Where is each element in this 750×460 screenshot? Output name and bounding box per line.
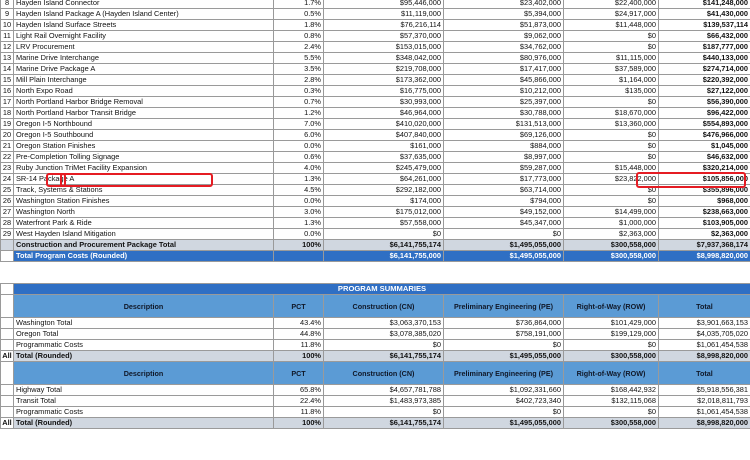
construction-cell[interactable]: $76,216,114 <box>324 20 444 31</box>
total-label[interactable]: Construction and Procurement Package Total <box>14 240 274 251</box>
construction-cell[interactable]: $11,119,000 <box>324 9 444 20</box>
construction-cell[interactable]: $410,020,000 <box>324 119 444 130</box>
pe-cell[interactable]: $758,191,000 <box>444 329 564 340</box>
pct-header[interactable]: PCT <box>274 362 324 385</box>
total-cell[interactable]: $440,133,000 <box>659 53 750 64</box>
pe-cell[interactable]: $0 <box>444 407 564 418</box>
summary-name-cell[interactable]: Oregon Total <box>14 329 274 340</box>
construction-cell[interactable]: $6,141,755,174 <box>324 418 444 429</box>
construction-cell[interactable]: $153,015,000 <box>324 42 444 53</box>
package-name-cell[interactable]: Oregon I-5 Northbound <box>14 119 274 130</box>
table-row <box>1 0 750 9</box>
total-cell[interactable]: $139,537,114 <box>659 20 750 31</box>
pe-cell[interactable]: $8,997,000 <box>444 152 564 163</box>
spacer <box>1 295 14 318</box>
table-row <box>1 207 750 218</box>
pe-cell[interactable]: $5,394,000 <box>444 9 564 20</box>
construction-cell[interactable]: $57,558,000 <box>324 218 444 229</box>
row-number: 27 <box>1 207 14 218</box>
summary1-header-row <box>1 295 750 318</box>
construction-cell[interactable]: $175,012,000 <box>324 207 444 218</box>
row-cost-cell[interactable]: $0 <box>564 31 659 42</box>
pct-cell[interactable]: 0.5% <box>274 9 324 20</box>
row-cost-cell[interactable]: $0 <box>564 152 659 163</box>
construction-cell[interactable]: $95,446,000 <box>324 0 444 9</box>
pe-header[interactable]: Preliminary Engineering (PE) <box>444 295 564 318</box>
pct-cell[interactable]: 22.4% <box>274 396 324 407</box>
row-number <box>1 318 14 329</box>
total-cell[interactable]: $355,896,000 <box>659 185 750 196</box>
pct-cell[interactable]: 1.3% <box>274 174 324 185</box>
construction-cell[interactable]: $16,775,000 <box>324 86 444 97</box>
construction-cell[interactable]: $348,042,000 <box>324 53 444 64</box>
construction-header[interactable]: Construction (CN) <box>324 362 444 385</box>
construction-cell[interactable]: $3,063,370,153 <box>324 318 444 329</box>
row-number: 11 <box>1 31 14 42</box>
pct-cell[interactable]: 1.2% <box>274 108 324 119</box>
pct-cell[interactable]: 2.4% <box>274 42 324 53</box>
package-name-cell[interactable]: LRV Procurement <box>14 42 274 53</box>
table-row <box>1 108 750 119</box>
pe-cell[interactable]: $51,873,000 <box>444 20 564 31</box>
package-name-cell[interactable]: Oregon Station Finishes <box>14 141 274 152</box>
pe-cell[interactable]: $1,495,055,000 <box>444 251 564 262</box>
package-name-cell[interactable]: Ruby Junction TriMet Facility Expansion <box>14 163 274 174</box>
package-name-cell[interactable]: Washington Station Finishes <box>14 196 274 207</box>
row-cost-cell[interactable]: $0 <box>564 42 659 53</box>
package-name-cell[interactable]: North Portland Harbor Bridge Removal <box>14 97 274 108</box>
table-row <box>1 141 750 152</box>
table-row <box>1 75 750 86</box>
summary-row <box>1 385 750 396</box>
pe-cell[interactable]: $80,976,000 <box>444 53 564 64</box>
package-name-cell[interactable]: Marine Drive Package A <box>14 64 274 75</box>
row-cost-cell[interactable]: $0 <box>564 185 659 196</box>
package-name-cell[interactable]: Pre-Completion Tolling Signage <box>14 152 274 163</box>
pe-cell[interactable]: $25,397,000 <box>444 97 564 108</box>
construction-cell[interactable]: $6,141,755,174 <box>324 240 444 251</box>
pe-cell[interactable]: $794,000 <box>444 196 564 207</box>
pct-cell[interactable]: 0.3% <box>274 86 324 97</box>
total-cell[interactable]: $5,918,556,381 <box>659 385 750 396</box>
pe-cell[interactable]: $34,762,000 <box>444 42 564 53</box>
package-name-cell[interactable]: Marine Drive Interchange <box>14 53 274 64</box>
row-number: 28 <box>1 218 14 229</box>
summary2-header-row <box>1 362 750 385</box>
row-number <box>1 396 14 407</box>
total-cell[interactable]: $56,390,000 <box>659 97 750 108</box>
construction-cell[interactable]: $30,993,000 <box>324 97 444 108</box>
pe-cell[interactable]: $884,000 <box>444 141 564 152</box>
total-cell[interactable]: $274,714,000 <box>659 64 750 75</box>
row-cost-cell[interactable]: $15,448,000 <box>564 163 659 174</box>
summary-total-row <box>1 418 750 429</box>
row-cost-cell[interactable]: $11,448,000 <box>564 20 659 31</box>
construction-cell[interactable]: $407,840,000 <box>324 130 444 141</box>
table-row <box>1 20 750 31</box>
total-cell[interactable]: $66,432,000 <box>659 31 750 42</box>
summary-row <box>1 329 750 340</box>
row-number: 29 <box>1 229 14 240</box>
table-row <box>1 152 750 163</box>
pe-cell[interactable]: $63,714,000 <box>444 185 564 196</box>
total-cell[interactable]: $41,430,000 <box>659 9 750 20</box>
table-row <box>1 97 750 108</box>
spacer <box>1 362 14 385</box>
total-cell[interactable]: $968,000 <box>659 196 750 207</box>
total-cell[interactable]: $141,248,000 <box>659 0 750 9</box>
row-cost-cell[interactable]: $18,670,000 <box>564 108 659 119</box>
row-number <box>1 240 14 251</box>
pe-cell[interactable]: $0 <box>444 229 564 240</box>
total-cell[interactable]: $96,422,000 <box>659 108 750 119</box>
pct-cell[interactable]: 65.8% <box>274 385 324 396</box>
pe-cell[interactable]: $1,495,055,000 <box>444 351 564 362</box>
construction-cell[interactable]: $0 <box>324 340 444 351</box>
total-cell[interactable]: $8,998,820,000 <box>659 251 750 262</box>
construction-cell[interactable]: $64,261,000 <box>324 174 444 185</box>
row-number: 23 <box>1 163 14 174</box>
construction-total-row <box>1 240 750 251</box>
row-number: 26 <box>1 196 14 207</box>
row-cost-cell[interactable]: $13,360,000 <box>564 119 659 130</box>
row-number <box>1 329 14 340</box>
pe-cell[interactable]: $17,773,000 <box>444 174 564 185</box>
row-cost-cell[interactable]: $0 <box>564 407 659 418</box>
pe-cell[interactable]: $402,723,340 <box>444 396 564 407</box>
pe-cell[interactable]: $131,513,000 <box>444 119 564 130</box>
summary-row <box>1 318 750 329</box>
row-number <box>1 251 14 262</box>
row-cost-cell[interactable]: $1,000,000 <box>564 218 659 229</box>
all-label: All <box>2 418 12 427</box>
package-name-cell[interactable]: West Hayden Island Mitigation <box>14 229 274 240</box>
highlight-row-23-name <box>60 173 213 187</box>
pe-cell[interactable]: $1,495,055,000 <box>444 240 564 251</box>
summary-name-cell[interactable]: Washington Total <box>14 318 274 329</box>
pe-cell[interactable]: $1,092,331,660 <box>444 385 564 396</box>
total-cell[interactable]: $238,663,000 <box>659 207 750 218</box>
pe-cell[interactable]: $45,347,000 <box>444 218 564 229</box>
row-cost-cell[interactable]: $11,115,000 <box>564 53 659 64</box>
row-cost-cell[interactable]: $2,363,000 <box>564 229 659 240</box>
row-number <box>1 407 14 418</box>
row-number: 24 <box>1 174 14 185</box>
total-header[interactable]: Total <box>659 295 750 318</box>
summary-name-cell[interactable]: Programmatic Costs <box>14 407 274 418</box>
pe-cell[interactable]: $69,126,000 <box>444 130 564 141</box>
construction-header[interactable]: Construction (CN) <box>324 295 444 318</box>
row-cost-cell[interactable]: $300,558,000 <box>564 240 659 251</box>
row-cost-cell[interactable]: $300,558,000 <box>564 418 659 429</box>
summaries-title: PROGRAM SUMMARIES <box>14 284 750 295</box>
total-label[interactable]: Total (Rounded) <box>14 351 274 362</box>
pct-cell[interactable]: 4.5% <box>274 185 324 196</box>
pe-cell[interactable]: $30,788,000 <box>444 108 564 119</box>
package-name-cell[interactable]: Hayden Island Connector <box>14 0 274 9</box>
table-row <box>1 64 750 75</box>
total-cell[interactable]: $3,901,663,153 <box>659 318 750 329</box>
pct-cell[interactable]: 43.4% <box>274 318 324 329</box>
table-row <box>1 53 750 64</box>
construction-cell[interactable]: $6,141,755,000 <box>324 251 444 262</box>
table-row <box>1 42 750 53</box>
row-cost-cell[interactable]: $0 <box>564 340 659 351</box>
row-cost-cell[interactable]: $101,429,000 <box>564 318 659 329</box>
row-cost-cell[interactable]: $168,442,932 <box>564 385 659 396</box>
total-cell[interactable]: $7,937,368,174 <box>659 240 750 251</box>
table-row <box>1 218 750 229</box>
row-number: 12 <box>1 42 14 53</box>
package-name-cell[interactable]: Hayden Island Package A (Hayden Island Center) <box>14 9 274 20</box>
pct-cell[interactable]: 11.8% <box>274 407 324 418</box>
description-header[interactable]: Description <box>14 362 274 385</box>
package-name-cell[interactable]: Track, Systems & Stations <box>14 185 274 196</box>
construction-cell[interactable]: $161,000 <box>324 141 444 152</box>
pct-cell[interactable]: 1.8% <box>274 20 324 31</box>
pct-cell[interactable]: 100% <box>274 418 324 429</box>
construction-cell[interactable]: $292,182,000 <box>324 185 444 196</box>
pct-cell[interactable]: 7.0% <box>274 119 324 130</box>
total-cell[interactable]: $476,966,000 <box>659 130 750 141</box>
row-cost-cell[interactable]: $0 <box>564 141 659 152</box>
row-number: 14 <box>1 64 14 75</box>
total-cell[interactable]: $187,777,000 <box>659 42 750 53</box>
total-header[interactable]: Total <box>659 362 750 385</box>
row-cost-cell[interactable]: $0 <box>564 196 659 207</box>
row-number: 17 <box>1 97 14 108</box>
construction-cell[interactable]: $4,657,781,788 <box>324 385 444 396</box>
program-summaries-table <box>0 283 750 429</box>
pct-cell[interactable]: 2.8% <box>274 75 324 86</box>
program-total-row <box>1 251 750 262</box>
total-cell[interactable]: $2,018,811,793 <box>659 396 750 407</box>
row-number: 13 <box>1 53 14 64</box>
construction-cell[interactable]: $173,362,000 <box>324 75 444 86</box>
table-row <box>1 130 750 141</box>
row-number: 16 <box>1 86 14 97</box>
row-cost-cell[interactable]: $0 <box>564 97 659 108</box>
total-label[interactable]: Total Program Costs (Rounded) <box>14 251 274 262</box>
all-label: All <box>2 351 12 360</box>
table-row <box>1 86 750 97</box>
package-name-cell[interactable]: Light Rail Overnight Facility <box>14 31 274 42</box>
row-cost-cell[interactable]: $132,115,068 <box>564 396 659 407</box>
row-cost-cell[interactable]: $24,917,000 <box>564 9 659 20</box>
row-number: 8 <box>1 0 14 9</box>
row-number <box>1 340 14 351</box>
summaries-title-row <box>1 284 750 295</box>
pct-header[interactable]: PCT <box>274 295 324 318</box>
row-cost-cell[interactable]: $135,000 <box>564 86 659 97</box>
total-cell[interactable]: $1,061,454,538 <box>659 340 750 351</box>
pct-cell[interactable]: 0.7% <box>274 97 324 108</box>
row-number: 22 <box>1 152 14 163</box>
pct-cell[interactable]: 100% <box>274 351 324 362</box>
row-cost-cell[interactable]: $22,400,000 <box>564 0 659 9</box>
pct-cell[interactable]: 3.5% <box>274 64 324 75</box>
total-cell[interactable]: $220,392,000 <box>659 75 750 86</box>
pe-cell[interactable]: $0 <box>444 340 564 351</box>
pct-cell[interactable] <box>274 251 324 262</box>
pe-header[interactable]: Preliminary Engineering (PE) <box>444 362 564 385</box>
pct-cell[interactable]: 0.0% <box>274 229 324 240</box>
package-name-cell[interactable]: Hayden Island Surface Streets <box>14 20 274 31</box>
total-label[interactable]: Total (Rounded) <box>14 418 274 429</box>
construction-cell[interactable]: $219,708,000 <box>324 64 444 75</box>
total-cell[interactable]: $320,214,000 <box>659 163 750 174</box>
summary-name-cell[interactable]: Transit Total <box>14 396 274 407</box>
pct-cell[interactable]: 1.7% <box>274 0 324 9</box>
pct-cell[interactable]: 0.8% <box>274 31 324 42</box>
pct-cell[interactable]: 100% <box>274 240 324 251</box>
pct-cell[interactable]: 0.0% <box>274 141 324 152</box>
construction-cell[interactable]: $245,479,000 <box>324 163 444 174</box>
total-cell[interactable]: $4,035,705,020 <box>659 329 750 340</box>
row-cost-cell[interactable]: $23,822,000 <box>564 174 659 185</box>
package-name-cell[interactable]: SR-14 Package A <box>14 174 274 185</box>
construction-cell[interactable]: $3,078,385,020 <box>324 329 444 340</box>
pct-cell[interactable]: 5.5% <box>274 53 324 64</box>
table-row <box>1 119 750 130</box>
construction-cell[interactable]: $46,964,000 <box>324 108 444 119</box>
pct-cell[interactable]: 44.8% <box>274 329 324 340</box>
row-cost-cell[interactable]: $300,558,000 <box>564 251 659 262</box>
summary-row <box>1 396 750 407</box>
package-name-cell[interactable]: Mill Plain Interchange <box>14 75 274 86</box>
package-name-cell[interactable]: Washington North <box>14 207 274 218</box>
spacer <box>1 284 14 295</box>
construction-cell[interactable]: $0 <box>324 229 444 240</box>
pct-cell[interactable]: 0.0% <box>274 196 324 207</box>
pe-cell[interactable]: $9,062,000 <box>444 31 564 42</box>
summary-row <box>1 340 750 351</box>
pct-cell[interactable]: 0.6% <box>274 152 324 163</box>
summary-row <box>1 407 750 418</box>
package-name-cell[interactable]: North Expo Road <box>14 86 274 97</box>
table-row <box>1 9 750 20</box>
total-cell[interactable]: $8,998,820,000 <box>659 351 750 362</box>
pe-cell[interactable]: $45,866,000 <box>444 75 564 86</box>
row-header[interactable]: Right-of-Way (ROW) <box>564 362 659 385</box>
row-number: 9 <box>1 9 14 20</box>
table-row <box>1 229 750 240</box>
total-cell[interactable]: $2,363,000 <box>659 229 750 240</box>
pct-cell[interactable]: 11.8% <box>274 340 324 351</box>
total-cell[interactable]: $105,856,000 <box>659 174 750 185</box>
row-cost-cell[interactable]: $199,129,000 <box>564 329 659 340</box>
pe-cell[interactable]: $736,864,000 <box>444 318 564 329</box>
pe-cell[interactable]: $23,402,000 <box>444 0 564 9</box>
row-number: 21 <box>1 141 14 152</box>
table-row <box>1 196 750 207</box>
total-cell[interactable]: $27,122,000 <box>659 86 750 97</box>
total-cell[interactable]: $8,998,820,000 <box>659 418 750 429</box>
package-name-cell[interactable]: Oregon I-5 Southbound <box>14 130 274 141</box>
construction-cell[interactable]: $174,000 <box>324 196 444 207</box>
pe-cell[interactable]: $49,152,000 <box>444 207 564 218</box>
pct-cell[interactable]: 3.0% <box>274 207 324 218</box>
pct-cell[interactable]: 6.0% <box>274 130 324 141</box>
summary-total-row <box>1 351 750 362</box>
total-cell[interactable]: $46,632,000 <box>659 152 750 163</box>
row-number: 15 <box>1 75 14 86</box>
summary-name-cell[interactable]: Highway Total <box>14 385 274 396</box>
total-cell[interactable]: $103,905,000 <box>659 218 750 229</box>
pe-cell[interactable]: $10,212,000 <box>444 86 564 97</box>
pe-cell[interactable]: $1,495,055,000 <box>444 418 564 429</box>
row-number: 20 <box>1 130 14 141</box>
construction-cell[interactable]: $6,141,755,174 <box>324 351 444 362</box>
row-number: 25 <box>1 185 14 196</box>
construction-cell[interactable]: $37,635,000 <box>324 152 444 163</box>
highlight-row-23-total <box>636 172 746 188</box>
pct-cell[interactable]: 4.0% <box>274 163 324 174</box>
pe-cell[interactable]: $59,287,000 <box>444 163 564 174</box>
row-cost-cell[interactable]: $300,558,000 <box>564 351 659 362</box>
row-cost-cell[interactable]: $14,499,000 <box>564 207 659 218</box>
row-number: 18 <box>1 108 14 119</box>
total-cell[interactable]: $1,045,000 <box>659 141 750 152</box>
construction-cell[interactable]: $1,483,973,385 <box>324 396 444 407</box>
construction-cell[interactable]: $57,370,000 <box>324 31 444 42</box>
pe-cell[interactable]: $17,417,000 <box>444 64 564 75</box>
row-cost-cell[interactable]: $37,589,000 <box>564 64 659 75</box>
row-cost-cell[interactable]: $0 <box>564 130 659 141</box>
total-cell[interactable]: $1,061,454,538 <box>659 407 750 418</box>
row-number: 19 <box>1 119 14 130</box>
row-cost-cell[interactable]: $1,164,000 <box>564 75 659 86</box>
row-number <box>1 385 14 396</box>
total-cell[interactable]: $554,893,000 <box>659 119 750 130</box>
row-header[interactable]: Right-of-Way (ROW) <box>564 295 659 318</box>
table-row <box>1 31 750 42</box>
summary-name-cell[interactable]: Programmatic Costs <box>14 340 274 351</box>
package-name-cell[interactable]: Waterfront Park & Ride <box>14 218 274 229</box>
description-header[interactable]: Description <box>14 295 274 318</box>
pct-cell[interactable]: 1.3% <box>274 218 324 229</box>
package-name-cell[interactable]: North Portland Harbor Transit Bridge <box>14 108 274 119</box>
construction-cell[interactable]: $0 <box>324 407 444 418</box>
row-number: 10 <box>1 20 14 31</box>
